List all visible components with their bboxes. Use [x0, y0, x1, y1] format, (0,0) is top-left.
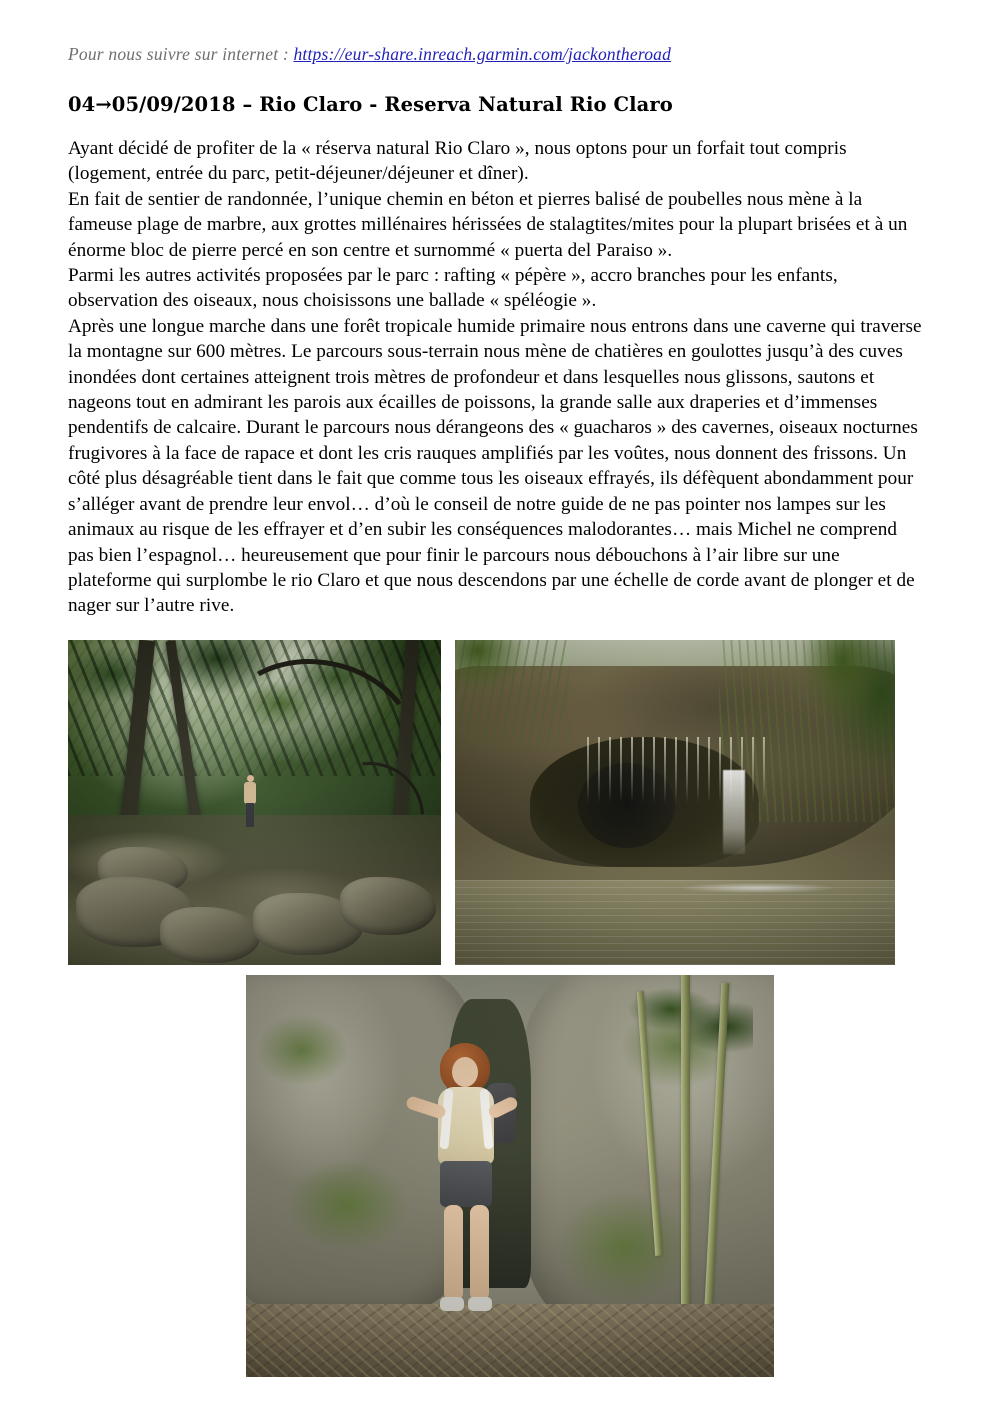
paragraph-2: En fait de sentier de randonnée, l’unique chemin en béton et pierres balisé de poubelles nous mène à la fameuse plage de marbre, aux grottes millénaires hérissées de stalagtites/mites pour la plupart brisées et à un énorme bloc de pierre percé en son centre et surnommé « puerta del Paraiso ». [68, 188, 908, 261]
paragraph-4: Après une longue marche dans une forêt tropicale humide primaire nous entrons dans une caverne qui traverse la montagne sur 600 mètres. Le parcours sous-terrain nous mène de chatières en goulottes jusqu’à des cuves inondées dont certaines atteignent trois mètres de profondeur et dans lesquelles nous glissons, sautons et nageons tout en admirant les parois aux écailles de poissons, la grande salle aux draperies et d’immenses pendentifs de calcaire. Durant le parcours nous dérangeons des « guacharos » des cavernes, oiseaux nocturnes frugivores à la face de rapace et dont les cris rauques amplifiés par les voûtes, nous donnent des frissons. Un côté plus désagréable tient dans le fait que comme tous les oiseaux effrayés, ils défèquent abondamment pour s’alléger avant de prendre leur envol… d’où le conseil de notre guide de ne pas pointer nos lampes sur les animaux au risque de les effrayer et d’en subir les conséquences malodorantes… mais Michel ne comprend pas bien l’espagnol… heureusement que pour finir le parcours nous débouchons à l’air libre sur une plateforme qui surplombe le rio Claro et que nous descendons par une échelle de corde avant de plonger et de nager sur l’autre rive. [68, 315, 922, 617]
cave-vignette [455, 640, 895, 965]
photo-woman-rock-passage [246, 975, 774, 1377]
jungle-vignette [68, 640, 441, 965]
article-body [68, 136, 924, 619]
photo-cave-waterfall [455, 640, 895, 965]
page-title: 04→05/09/2018 – Rio Claro - Reserva Natural Rio Claro [68, 93, 673, 116]
paragraph-3: Parmi les autres activités proposées par le parc : rafting « pépère », accro branches pour les enfants, observation des oiseaux, nous choisissons une ballade « spéléogie ». [68, 265, 838, 312]
garmin-share-link[interactable]: https://eur-share.inreach.garmin.com/jackontheroad [293, 44, 672, 64]
follow-us-line [68, 44, 924, 65]
follow-us-label: Pour nous suivre sur internet : [68, 44, 294, 64]
photo-row-bottom [68, 975, 924, 1377]
paragraph-1: Ayant décidé de profiter de la « réserva natural Rio Claro », nous optons pour un forfait tout compris (logement, entrée du parc, petit-déjeuner/déjeuner et dîner). [68, 138, 847, 185]
photo-row-top [68, 640, 924, 965]
rock-vignette [246, 975, 774, 1377]
photo-jungle-trail [68, 640, 441, 965]
